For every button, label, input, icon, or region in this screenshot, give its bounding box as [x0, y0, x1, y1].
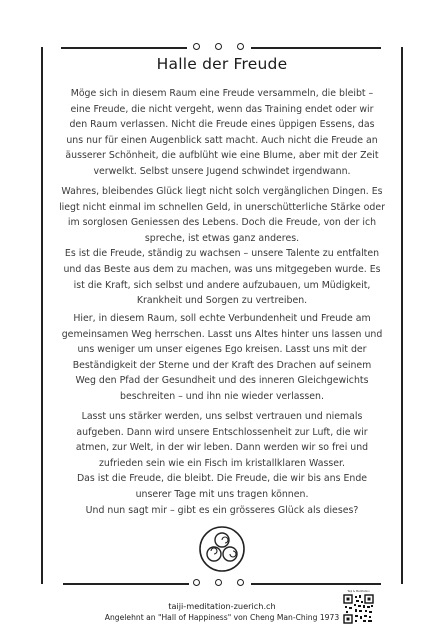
- frame-top-line-left: [61, 47, 187, 49]
- text-line: beschreiten – und ihn nie wieder verlassen.: [120, 390, 324, 402]
- text-line: und das Beste aus dem zu machen, was uns mitgegeben wurde. Es: [63, 263, 381, 275]
- text-line: im sorglosen Geniessen des Lebens. Doch die Freude, von der ich: [67, 217, 377, 229]
- frame-left-line: [41, 47, 43, 584]
- qr-label: Taiji & Meditation: [347, 590, 370, 593]
- paragraph-2: [48, 184, 396, 309]
- page-title: Halle der Freude: [156, 55, 288, 73]
- text-line: den Raum verlassen. Nicht die Freude eines üppigen Essens, das: [69, 119, 375, 131]
- three-rings-icon: [193, 43, 200, 50]
- text-line: aufgeben. Dann wird unsere Entschlossenheit zur Luft, die wir: [76, 426, 368, 438]
- text-line: Hier, in diesem Raum, soll echte Verbundenheit und Freude am: [73, 313, 371, 324]
- three-rings-icon: [193, 579, 200, 586]
- text-line: Und nun sagt mir – gibt es ein grösseres Glück als dieses?: [85, 504, 359, 516]
- paragraph-1: [48, 86, 396, 180]
- text-line: Es ist die Freude, ständig zu wachsen – unsere Talente zu entfalten: [64, 248, 380, 260]
- text-line: ist die Kraft, sich selbst und andere aufzubauen, um Müdigkeit,: [73, 279, 371, 291]
- text-line: Wahres, bleibendes Glück liegt nicht solch vergänglichen Dingen. Es: [61, 186, 383, 197]
- footer-website-url[interactable]: taiji-meditation-zuerich.ch: [168, 601, 276, 611]
- frame-top-line-right: [251, 47, 381, 49]
- text-line: unserer Tage mit uns tragen können.: [135, 488, 309, 500]
- text-line: zufrieden sein wie ein Fisch im kristallklaren Wasser.: [99, 457, 345, 469]
- text-line: Beständigkeit der Sterne und der Kraft des Drachen auf seinem: [72, 359, 372, 371]
- text-line: spreche, ist etwas ganz anderes.: [144, 232, 300, 244]
- text-line: gemeinsamen Weg herrschen. Lasst uns Altes hinter uns lassen und: [61, 328, 383, 340]
- three-rings-icon: [237, 579, 244, 586]
- text-line: Das ist die Freude, die bleibt. Die Freude, die wir bis ans Ende: [76, 473, 368, 485]
- text-line: Weg den Pfad der Gesundheit und des inneren Gleichgewichts: [75, 375, 369, 387]
- frame-right-line: [401, 47, 403, 584]
- text-line: eine Freude, die nicht vergeht, wenn das Training endet oder wir: [70, 103, 374, 115]
- frame-bottom-line-right: [251, 583, 381, 585]
- three-rings-icon: [215, 579, 222, 586]
- text-line: Lasst uns stärker werden, uns selbst vertrauen und niemals: [81, 411, 363, 422]
- text-line: Krankheit und Sorgen zu vertreiben.: [136, 295, 308, 307]
- paragraph-4: [48, 409, 396, 518]
- text-line: atmen, zur Welt, in der wir leben. Dann werden wir so frei und: [75, 442, 369, 454]
- text-line: uns weniger um unser eigenes Ego kreisen. Lasst uns mit der: [77, 344, 367, 356]
- three-rings-icon: [237, 43, 244, 50]
- text-line: Möge sich in diesem Raum eine Freude versammeln, die bleibt –: [70, 88, 374, 99]
- qr-code-icon[interactable]: [343, 591, 374, 624]
- text-line: verwelkt. Selbst unsere Jugend schwindet irgendwann.: [93, 165, 351, 177]
- text-line: äusserer Schönheit, die aufblüht wie eine Blume, aber mit der Zeit: [65, 150, 379, 162]
- frame-bottom-line-left: [63, 583, 189, 585]
- text-line: liegt nicht einmal im schnellen Geld, in unerschütterliche Stärke oder: [59, 201, 385, 213]
- text-line: uns nur für einen Augenblick satt macht. Auch nicht die Freude an: [66, 134, 378, 146]
- footer-credit: Angelehnt an "Hall of Happiness" von Cheng Man-Ching 1973: [104, 613, 340, 622]
- paragraph-3: [48, 311, 396, 405]
- three-rings-icon: [215, 43, 222, 50]
- triple-spiral-icon: [197, 524, 247, 574]
